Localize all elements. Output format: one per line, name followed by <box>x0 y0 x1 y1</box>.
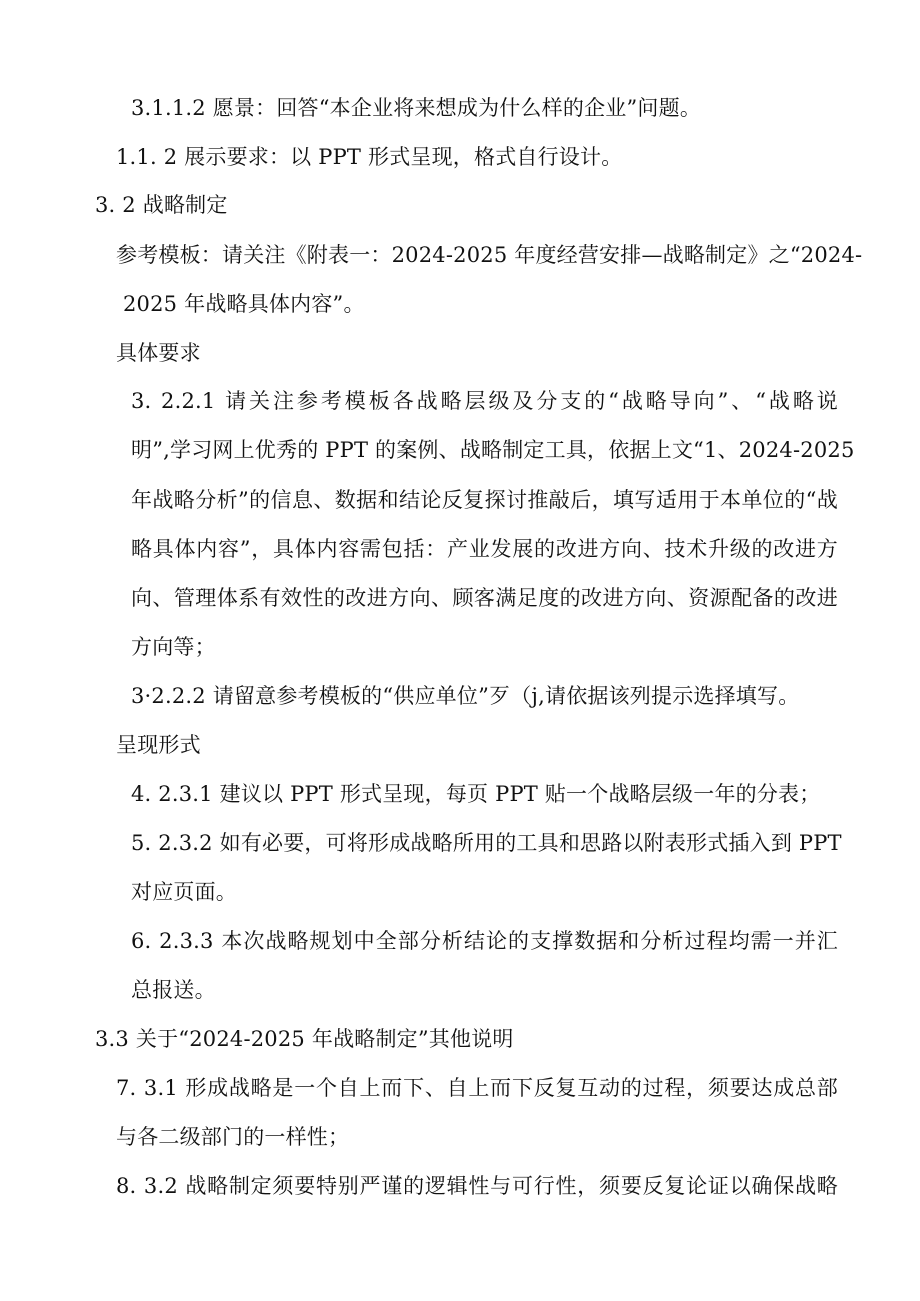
reference-template-line-2: 2025 年战略具体内容”。 <box>123 292 365 316</box>
paragraph-731-line-1: 7. 3.1 形成战略是一个自上而下、自上而下反复互动的过程，须要达成总部 <box>116 1076 838 1100</box>
section-heading-strategy-formulation: 3. 2 战略制定 <box>95 193 228 217</box>
subheading-specific-requirements: 具体要求 <box>116 341 201 365</box>
subheading-presentation-form: 呈现形式 <box>116 733 201 757</box>
paragraph-3221-line-5: 向、管理体系有效性的改进方向、顾客满足度的改进方向、资源配备的改进 <box>131 586 838 610</box>
paragraph-3222: 3·2.2.2 请留意参考模板的“供应单位”歹（j,请依据该列提示选择填写。 <box>131 684 800 708</box>
paragraph-3221-line-1: 3. 2.2.1 请关注参考模板各战略层级及分支的“战略导向”、“战略说 <box>131 389 838 413</box>
paragraph-5232-line-1: 5. 2.3.2 如有必要，可将形成战略所用的工具和思路以附表形式插入到 PPT <box>131 831 842 855</box>
section-heading-other-notes: 3.3 关于“2024-2025 年战略制定”其他说明 <box>95 1027 514 1051</box>
paragraph-731-line-2: 与各二级部门的一样性； <box>116 1125 350 1149</box>
paragraph-6233-line-1: 6. 2.3.3 本次战略规划中全部分析结论的支撑数据和分析过程均需一并汇 <box>131 929 838 953</box>
paragraph-3221-line-2: 明”,学习网上优秀的 PPT 的案例、战略制定工具，依据上文“1、2024-2025 <box>131 438 855 462</box>
paragraph-3221-line-4: 略具体内容”，具体内容需包括：产业发展的改进方向、技术升级的改进方 <box>131 537 838 561</box>
paragraph-5232-line-2: 对应页面。 <box>131 880 237 904</box>
presentation-requirement: 1.1. 2 展示要求：以 PPT 形式呈现，格式自行设计。 <box>116 145 623 169</box>
paragraph-4231: 4. 2.3.1 建议以 PPT 形式呈现，每页 PPT 贴一个战略层级一年的分表； <box>131 782 821 806</box>
reference-template-line-1: 参考模板：请关注《附表一：2024-2025 年度经营安排—战略制定》之“2024- <box>116 243 863 267</box>
paragraph-832-line-1: 8. 3.2 战略制定须要特别严谨的逻辑性与可行性，须要反复论证以确保战略 <box>116 1174 838 1198</box>
vision-paragraph: 3.1.1.2 愿景：回答“本企业将来想成为什么样的企业”问题。 <box>131 96 702 120</box>
paragraph-3221-line-6: 方向等； <box>131 635 216 659</box>
paragraph-6233-line-2: 总报送。 <box>131 978 216 1002</box>
paragraph-3221-line-3: 年战略分析”的信息、数据和结论反复探讨推敲后，填写适用于本单位的“战 <box>131 488 838 512</box>
